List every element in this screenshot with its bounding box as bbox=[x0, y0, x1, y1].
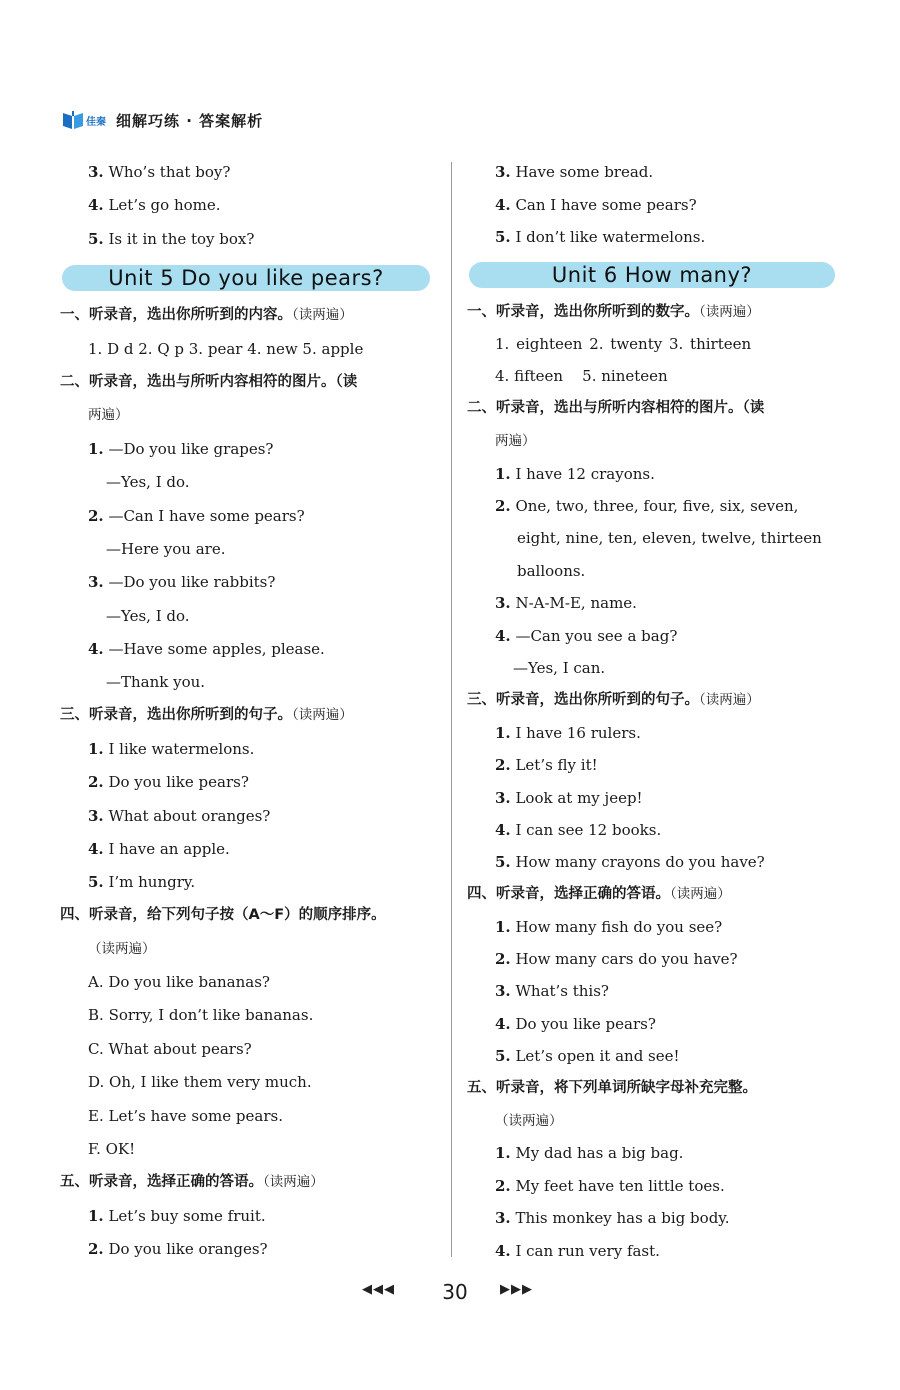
list-item: 4. —Can you see a bag? bbox=[495, 627, 678, 645]
list-item: 2. —Can I have some pears? bbox=[88, 507, 305, 525]
list-item: —Yes, I do. bbox=[106, 607, 190, 625]
list-item: 4. —Have some apples, please. bbox=[88, 640, 325, 658]
list-item: 2. Do you like oranges? bbox=[88, 1240, 268, 1258]
list-item: 3. N-A-M-E, name. bbox=[495, 594, 637, 612]
unit-6-title: Unit 6 How many? bbox=[469, 262, 835, 288]
list-item: 1. How many fish do you see? bbox=[495, 918, 723, 936]
list-item: 5. Let’s open it and see! bbox=[495, 1047, 680, 1065]
logo-text: 佳秦 bbox=[86, 116, 106, 128]
list-item: D. Oh, I like them very much. bbox=[88, 1073, 312, 1091]
list-item: 1. Let’s buy some fruit. bbox=[88, 1207, 266, 1225]
page-number: 30 bbox=[442, 1280, 468, 1304]
list-item: 1. I have 12 crayons. bbox=[495, 465, 655, 483]
list-item: B. Sorry, I don’t like bananas. bbox=[88, 1006, 314, 1024]
list-item: 3. This monkey has a big body. bbox=[495, 1209, 730, 1227]
list-item: C. What about pears? bbox=[88, 1040, 252, 1058]
book-title: 细解巧练 · 答案解析 bbox=[116, 111, 264, 130]
section-2-heading-cont: 两遍） bbox=[495, 433, 536, 449]
list-item: 4. Let’s go home. bbox=[88, 196, 221, 214]
list-item: 4. Do you like pears? bbox=[495, 1015, 656, 1033]
next-arrows-icon: ▶▶▶ bbox=[500, 1282, 533, 1297]
section-1-heading: 一、听录音，选出你所听到的数字。（读两遍） bbox=[467, 304, 760, 320]
list-item: 4. I can see 12 books. bbox=[495, 821, 662, 839]
list-item: 3. What about oranges? bbox=[88, 807, 271, 825]
list-item: 5. I don’t like watermelons. bbox=[495, 228, 706, 246]
list-item: 2. Let’s fly it! bbox=[495, 756, 598, 774]
section-1-answers: 1. D d 2. Q p 3. pear 4. new 5. apple bbox=[88, 340, 364, 358]
list-item: —Here you are. bbox=[106, 540, 226, 558]
section-1-heading: 一、听录音，选出你所听到的内容。（读两遍） bbox=[60, 307, 353, 323]
list-item: 4. I have an apple. bbox=[88, 840, 230, 858]
section-5-heading: 五、听录音，选择正确的答语。（读两遍） bbox=[60, 1174, 324, 1190]
section-1-answers-2: 4. fifteen 5. nineteen bbox=[495, 367, 668, 385]
list-item: 1. —Do you like grapes? bbox=[88, 440, 274, 458]
list-item: 3. Who’s that boy? bbox=[88, 163, 231, 181]
section-2-heading: 二、听录音，选出与所听内容相符的图片。（读 bbox=[60, 374, 358, 390]
list-item: 3. Look at my jeep! bbox=[495, 789, 643, 807]
list-item: 1. My dad has a big bag. bbox=[495, 1144, 684, 1162]
list-item: F. OK! bbox=[88, 1140, 136, 1158]
list-item: E. Let’s have some pears. bbox=[88, 1107, 283, 1125]
section-2-heading-cont: 两遍） bbox=[88, 407, 129, 423]
list-item: A. Do you like bananas? bbox=[88, 973, 270, 991]
list-item: —Thank you. bbox=[106, 673, 206, 691]
list-item: 2. Do you like pears? bbox=[88, 773, 249, 791]
book-icon bbox=[62, 110, 84, 130]
list-item: 5. How many crayons do you have? bbox=[495, 853, 765, 871]
list-item: 2. How many cars do you have? bbox=[495, 950, 738, 968]
section-3-heading: 三、听录音，选出你所听到的句子。（读两遍） bbox=[60, 707, 353, 723]
list-item: 1. I like watermelons. bbox=[88, 740, 255, 758]
section-5-heading: 五、听录音，将下列单词所缺字母补充完整。 bbox=[467, 1080, 757, 1096]
list-item: 3. —Do you like rabbits? bbox=[88, 573, 276, 591]
prev-arrows-icon: ◀◀◀ bbox=[362, 1282, 395, 1297]
list-item: —Yes, I can. bbox=[513, 659, 606, 677]
section-3-heading: 三、听录音，选出你所听到的句子。（读两遍） bbox=[467, 692, 760, 708]
list-item: 4. I can run very fast. bbox=[495, 1242, 660, 1260]
section-4-note: （读两遍） bbox=[88, 941, 156, 957]
list-item: eight, nine, ten, eleven, twelve, thirteen bbox=[517, 529, 822, 547]
column-divider bbox=[451, 162, 452, 1257]
page-footer bbox=[0, 1282, 900, 1306]
page-header bbox=[62, 108, 263, 132]
list-item: —Yes, I do. bbox=[106, 473, 190, 491]
list-item: balloons. bbox=[517, 562, 586, 580]
publisher-logo bbox=[62, 108, 110, 132]
list-item: 5. Is it in the toy box? bbox=[88, 230, 255, 248]
list-item: 3. Have some bread. bbox=[495, 163, 654, 181]
list-item: 4. Can I have some pears? bbox=[495, 196, 697, 214]
list-item: 3. What’s this? bbox=[495, 982, 609, 1000]
list-item: 2. One, two, three, four, five, six, seven, bbox=[495, 497, 799, 515]
unit-5-title: Unit 5 Do you like pears? bbox=[62, 265, 430, 291]
list-item: 1. I have 16 rulers. bbox=[495, 724, 641, 742]
section-4-heading: 四、听录音，给下列句子按（A～F）的顺序排序。 bbox=[60, 907, 386, 923]
section-2-heading: 二、听录音，选出与所听内容相符的图片。（读 bbox=[467, 400, 765, 416]
list-item: 5. I’m hungry. bbox=[88, 873, 196, 891]
section-5-note: （读两遍） bbox=[495, 1113, 563, 1129]
list-item: 2. My feet have ten little toes. bbox=[495, 1177, 725, 1195]
section-4-heading: 四、听录音，选择正确的答语。（读两遍） bbox=[467, 886, 731, 902]
section-1-answers: 1. eighteen 2. twenty 3. thirteen bbox=[495, 335, 752, 353]
